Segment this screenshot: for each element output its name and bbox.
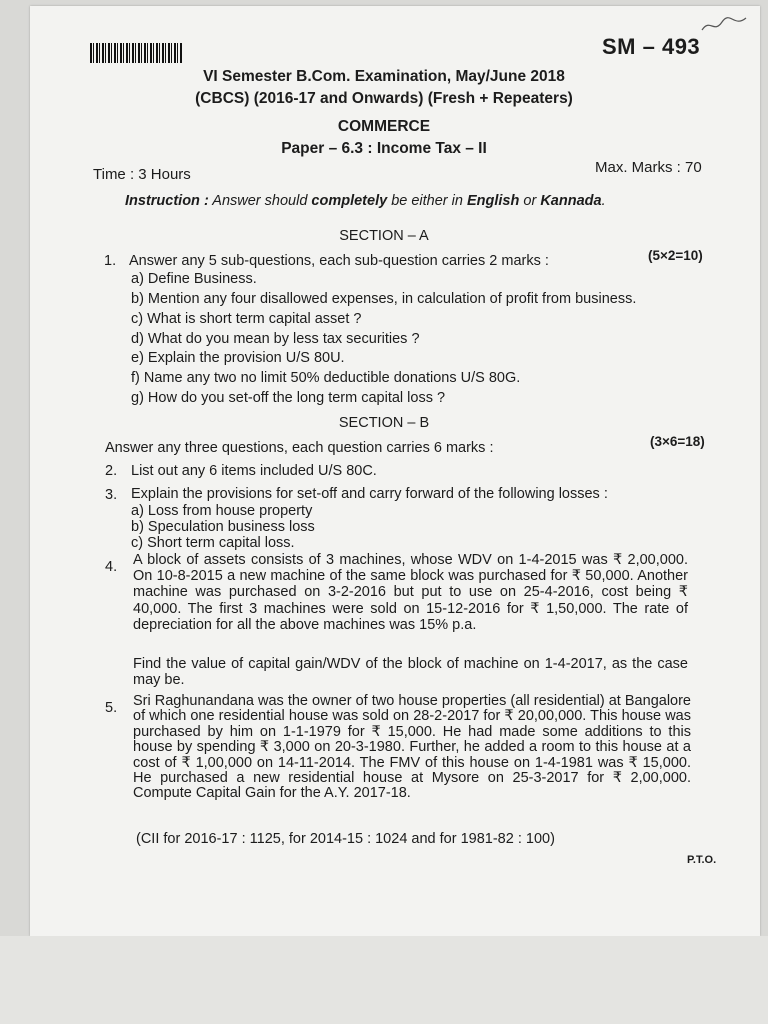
section-b-title: SECTION – B: [338, 415, 430, 431]
paper-title: Paper – 6.3 : Income Tax – II: [281, 140, 487, 157]
handwritten-mark-icon: [700, 14, 750, 36]
barcode: [90, 43, 182, 63]
question-4-task: Find the value of capital gain/WDV of the block of machine on 1-4-2017, as the case may be.: [133, 656, 688, 689]
question-5-text: Sri Raghunandana was the owner of two house properties (all residential) at Bangalore of which one residential house was sold on 28-2-2017 for ₹ 20,00,000. This house was purchased by him on 1-1-1979 for ₹ 15,000. He had made some additions to this house by spending ₹ 3,000 on 20-3-1980. Further, he added a room to this house at a cost of ₹ 1,00,000 on 14-11-2014. The FMV of this house on 1-4-1981 was ₹ 15,000. He purchased a new residential house at Mysore on 25-3-2017 for ₹ 2,00,000. Compute Capital Gain for the A.Y. 2017-18.: [133, 693, 691, 802]
section-b-marks: (3×6=18): [650, 434, 705, 449]
instruction-text-f: Kannada: [540, 193, 602, 209]
instruction-label: Instruction :: [125, 193, 209, 209]
question-4-text: A block of assets consists of 3 machines, whose WDV on 1-4-2015 was ₹ 2,00,000. On 10-8-2015 a new machine of the same block was purchased for ₹ 50,000. Another machine was purchased on 3-2-2016 but put to use on 25-4-2016, cost being ₹ 40,000. The first 3 machines were sold on 15-12-2016 for ₹ 1,50,000. The rate of depreciation for all the above machines was 15% p.a.: [133, 552, 688, 633]
question-1-text: Answer any 5 sub-questions, each sub-question carries 2 marks :: [129, 253, 549, 269]
max-marks: Max. Marks : 70: [595, 159, 702, 176]
sub-question-g: g) How do you set-off the long term capital loss ?: [131, 390, 446, 406]
question-1-number: 1.: [104, 253, 117, 269]
paper-code: SM – 493: [602, 34, 701, 59]
question-5-cii-note: (CII for 2016-17 : 1125, for 2014-15 : 1024 and for 1981-82 : 100): [136, 831, 555, 847]
instruction-text-e: or: [519, 193, 541, 209]
question-3-number: 3.: [105, 487, 118, 503]
instruction-text-b: completely: [311, 193, 388, 209]
instruction: [125, 193, 606, 209]
subject-title: COMMERCE: [337, 118, 431, 135]
time-allowed: Time : 3 Hours: [93, 166, 191, 183]
exam-title: VI Semester B.Com. Examination, May/June 2018: [203, 68, 565, 85]
sub-question-d: d) What do you mean by less tax securities ?: [131, 331, 420, 347]
question-3-text: Explain the provisions for set-off and carry forward of the following losses :: [131, 486, 608, 502]
scan-background: [0, 936, 768, 1024]
instruction-text-d: English: [466, 193, 520, 209]
question-3-item-a: a) Loss from house property: [131, 503, 313, 519]
sub-question-c: c) What is short term capital asset ?: [131, 311, 362, 327]
sub-question-a: a) Define Business.: [131, 271, 257, 287]
question-3-item-c: c) Short term capital loss.: [131, 535, 295, 551]
question-2-text: List out any 6 items included U/S 80C.: [131, 463, 377, 479]
question-2-number: 2.: [105, 463, 118, 479]
instruction-text-a: Answer should: [208, 193, 312, 209]
section-a-title: SECTION – A: [339, 228, 429, 244]
sub-question-f: f) Name any two no limit 50% deductible donations U/S 80G.: [131, 370, 521, 386]
sub-question-e: e) Explain the provision U/S 80U.: [131, 350, 345, 366]
section-b-instruction: Answer any three questions, each question carries 6 marks :: [105, 440, 494, 456]
page-turn-note: P.T.O.: [687, 854, 717, 866]
question-1-marks: (5×2=10): [648, 248, 703, 263]
exam-scheme: (CBCS) (2016-17 and Onwards) (Fresh + Repeaters): [195, 90, 573, 107]
question-4-number: 4.: [105, 559, 118, 575]
sub-question-b: b) Mention any four disallowed expenses, in calculation of profit from business.: [131, 291, 637, 307]
question-3-item-b: b) Speculation business loss: [131, 519, 315, 535]
question-5-number: 5.: [105, 700, 118, 716]
instruction-text-g: .: [601, 193, 606, 209]
instruction-text-c: be either in: [387, 193, 467, 209]
